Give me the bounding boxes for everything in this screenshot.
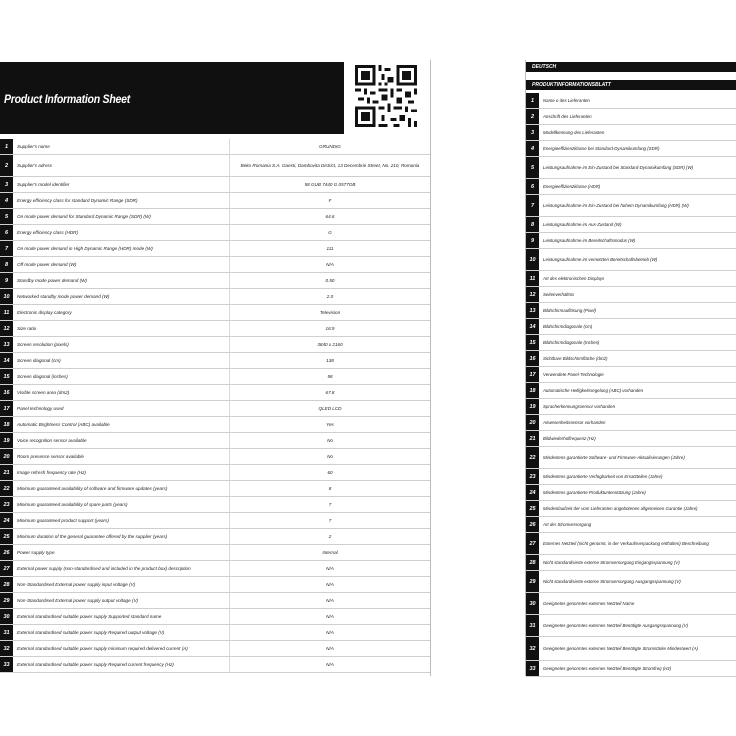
table-row <box>526 319 736 335</box>
table-row <box>526 249 736 271</box>
row-number: 1 <box>526 93 539 108</box>
row-number: 29 <box>0 593 13 608</box>
row-label: Leistungsaufnahme im Aus-Zustand (W) <box>543 221 622 227</box>
table-row <box>0 209 430 225</box>
row-number: 15 <box>526 335 539 350</box>
product-info-sheet-page-en <box>0 60 431 676</box>
row-label: External standardised suitable power supply minimum required delivered current (A) <box>17 646 188 651</box>
table-row <box>0 241 430 257</box>
row-value: N/A <box>229 593 430 608</box>
table-row <box>0 155 430 177</box>
row-label: Visible screen area (dm2) <box>17 390 70 395</box>
table-row <box>526 661 736 677</box>
row-label: Power supply type <box>17 550 55 555</box>
table-row <box>0 545 430 561</box>
row-number: 17 <box>526 367 539 382</box>
row-label: Name o des Lieferanten <box>543 97 590 103</box>
table-row <box>0 177 430 193</box>
table-row <box>0 449 430 465</box>
table-row <box>0 257 430 273</box>
row-value: 2 <box>229 529 430 544</box>
row-label: Automatic Brightness Control (ABC) available <box>17 422 110 427</box>
product-info-table <box>0 139 430 673</box>
row-label: Panel technology used <box>17 406 64 411</box>
table-row <box>0 481 430 497</box>
table-row <box>526 125 736 141</box>
row-number: 23 <box>0 497 13 512</box>
table-row <box>0 593 430 609</box>
table-row <box>526 469 736 485</box>
table-row <box>0 561 430 577</box>
table-row <box>526 233 736 249</box>
qr-code-icon <box>355 65 417 127</box>
row-number: 21 <box>526 431 539 446</box>
row-number: 25 <box>0 529 13 544</box>
row-label: Non-Standardised External power supply output voltage (V) <box>17 598 139 603</box>
row-label: Room presence sensor available <box>17 454 84 459</box>
row-label: Geeignetes genormtes externes Netzteil Benötigte Stromstärke Mindestwert (A) <box>543 645 698 651</box>
table-row <box>0 401 430 417</box>
row-value: N/A <box>229 641 430 656</box>
table-row <box>526 593 736 615</box>
row-label: Minimum duration of the general guarantee offered by the supplier (years) <box>17 534 168 539</box>
row-value: No <box>229 449 430 464</box>
row-label: Minimum guaranteed availability of software and firmware updates (years) <box>17 486 168 491</box>
row-number: 25 <box>526 501 539 516</box>
row-label: Voice recognition sensor available <box>17 438 87 443</box>
row-value: 16:9 <box>229 321 430 336</box>
table-row <box>0 433 430 449</box>
row-label: Nicht standardisierte externe Stromversorgung Ausgangsspannung (V) <box>543 578 681 584</box>
row-value: Television <box>229 305 430 320</box>
row-value: 111 <box>229 241 430 256</box>
row-value: Internal <box>229 545 430 560</box>
row-number: 29 <box>526 571 539 592</box>
row-label: Networked standby mode power demand (W) <box>17 294 110 299</box>
row-label: Automatische Helligkeitsregelung (ABC) vorhanden <box>543 387 644 393</box>
row-number: 13 <box>0 337 13 352</box>
row-value: 67.8 <box>229 385 430 400</box>
table-row <box>0 353 430 369</box>
table-row <box>526 141 736 157</box>
row-number: 31 <box>526 615 539 636</box>
row-label: Off mode power demand (W) <box>17 262 77 267</box>
row-label: Energieeffizienzklasse bei Standard-Dynamikumfang (SDR) <box>543 145 660 151</box>
row-value: GRUNDIG <box>229 139 430 154</box>
row-label: Bildschirmdiagonale (Inches) <box>543 339 600 345</box>
row-number: 8 <box>526 217 539 232</box>
table-row <box>526 195 736 217</box>
table-row <box>0 289 430 305</box>
row-number: 4 <box>0 193 13 208</box>
row-number: 31 <box>0 625 13 640</box>
row-number: 27 <box>526 533 539 554</box>
row-label: Modellkennung des Lieferanten <box>543 129 605 135</box>
row-label: Geeignetes genormtes externes Netzteil Benötigte Ausgangsspannung (V) <box>543 622 689 628</box>
row-value: 60 <box>229 465 430 480</box>
row-label: Mindestens garantierte Verfügbarkeit von Ersatzteilen (Jahre) <box>543 473 663 479</box>
row-label: Supplier's model identifier <box>17 182 70 187</box>
table-row <box>0 305 430 321</box>
row-value: N/A <box>229 657 430 672</box>
table-row <box>526 179 736 195</box>
table-row <box>526 615 736 637</box>
table-row <box>0 337 430 353</box>
row-number: 32 <box>0 641 13 656</box>
row-number: 7 <box>0 241 13 256</box>
row-label: Leistungsaufnahme im Bereitschaftsmodus (W) <box>543 237 636 243</box>
row-value: N/A <box>229 257 430 272</box>
row-number: 32 <box>526 637 539 660</box>
row-label: Energieeffizienzklasse (HDR) <box>543 183 601 189</box>
row-number: 23 <box>526 469 539 484</box>
row-label: External standardised suitable power supply Required current frequency (Hz) <box>17 662 174 667</box>
row-number: 5 <box>0 209 13 224</box>
row-label: Sichtbare Bildschirmfläche (dm2) <box>543 355 608 361</box>
table-row <box>0 465 430 481</box>
row-number: 6 <box>526 179 539 194</box>
row-number: 6 <box>0 225 13 240</box>
table-row <box>0 609 430 625</box>
row-label: On mode power demand for Standard Dynamic Range (SDR) (W) <box>17 214 151 219</box>
row-value: 0.50 <box>229 273 430 288</box>
row-label: Mindestens garantierte Software- und Firmware-Aktualisierungen (Jahre) <box>543 454 685 460</box>
row-value: 2.0 <box>229 289 430 304</box>
row-label: Bildschirmdiagonale (cm) <box>543 323 593 329</box>
table-row <box>526 399 736 415</box>
row-number: 5 <box>526 157 539 178</box>
row-label: Geeignetes genormtes externes Netzteil Benötigte Stromfreq (Hz) <box>543 665 672 671</box>
row-number: 1 <box>0 139 13 154</box>
table-row <box>526 447 736 469</box>
table-row <box>526 157 736 179</box>
row-label: Minimum guaranteed product support (years) <box>17 518 109 523</box>
row-label: Anwesenheitssensor vorhanden <box>543 419 606 425</box>
row-label: Energy efficiency class for standard Dynamic Range (SDR) <box>17 198 138 203</box>
row-number: 18 <box>526 383 539 398</box>
row-number: 7 <box>526 195 539 216</box>
row-label: Supplier's adress <box>17 163 53 168</box>
row-number: 18 <box>0 417 13 432</box>
row-value: N/A <box>229 625 430 640</box>
table-row <box>526 335 736 351</box>
language-header: DEUTSCH <box>526 62 736 72</box>
row-number: 4 <box>526 141 539 156</box>
row-number: 20 <box>0 449 13 464</box>
row-number: 13 <box>526 303 539 318</box>
row-value: N/A <box>229 577 430 592</box>
table-row <box>526 271 736 287</box>
row-number: 9 <box>0 273 13 288</box>
row-number: 28 <box>0 577 13 592</box>
row-label: Art der Stromversorgung <box>543 521 592 527</box>
row-number: 10 <box>526 249 539 270</box>
table-row <box>526 501 736 517</box>
table-row <box>526 287 736 303</box>
row-label: Anschrift des Lieferanten <box>543 113 592 119</box>
table-row <box>526 367 736 383</box>
row-label: External power supply (non-standardised and included in the product box) description <box>17 566 191 571</box>
row-number: 3 <box>0 177 13 192</box>
row-label: Leistungsaufnahme im Ein-Zustand bei hohem Dynamikumfang (HDR) (W) <box>543 202 689 208</box>
table-row <box>526 485 736 501</box>
row-number: 3 <box>526 125 539 140</box>
row-label: Standby mode power demand (W) <box>17 278 87 283</box>
row-label: Energy efficiency class (HDR) <box>17 230 79 235</box>
row-label: Nicht standardisierte externe Stromversorgung Eingangsspannung (V) <box>543 559 680 565</box>
row-label: Verwendete Panel-Technologie <box>543 371 604 377</box>
row-label: Size ratio <box>17 326 37 331</box>
row-label: Screen diagonal (inches) <box>17 374 68 379</box>
table-row <box>0 657 430 673</box>
table-row <box>0 225 430 241</box>
product-info-sheet-page-de <box>525 60 736 676</box>
row-number: 2 <box>526 109 539 124</box>
row-label: Minimum guaranteed availability of spare parts (years) <box>17 502 128 507</box>
row-number: 14 <box>526 319 539 334</box>
table-row <box>0 625 430 641</box>
row-label: Leistungsaufnahme im Ein-Zustand bei Standard-Dynamikumfang (SDR) (W) <box>543 164 694 170</box>
table-row <box>0 497 430 513</box>
row-number: 17 <box>0 401 13 416</box>
table-row <box>526 517 736 533</box>
row-value: Yes <box>229 417 430 432</box>
table-row <box>0 369 430 385</box>
row-label: External standardised suitable power supply Supported standard name <box>17 614 162 619</box>
table-row <box>526 303 736 319</box>
row-value: N/A <box>229 561 430 576</box>
row-number: 16 <box>526 351 539 366</box>
row-value: 8 <box>229 481 430 496</box>
row-label: Spracherkennungssensor vorhanden <box>543 403 616 409</box>
table-row <box>526 555 736 571</box>
table-row <box>526 637 736 661</box>
row-label: Mindestlaufzeit der vom Lieferanten angebotenen allgemeinen Garantie (Jahre) <box>543 505 698 511</box>
table-row <box>526 93 736 109</box>
row-label: Leistungsaufnahme im vernetzten Bereitschaftsbetrieb (W) <box>543 256 658 262</box>
row-number: 19 <box>526 399 539 414</box>
row-number: 8 <box>0 257 13 272</box>
row-value: 138 <box>229 353 430 368</box>
row-value: QLED LCD <box>229 401 430 416</box>
row-number: 33 <box>0 657 13 672</box>
row-label: Screen resolution (pixels) <box>17 342 69 347</box>
row-label: Geeignetes genormtes externes Netzteil Name <box>543 600 635 606</box>
row-value: F <box>229 193 430 208</box>
row-label: External standardised suitable power supply Required output voltage (V) <box>17 630 165 635</box>
row-value: Beko Romania S.A. Gaesti, Dambovita District, 13 Decembrie Street, No. 210, Romania <box>229 155 430 176</box>
row-label: Bildwiederholfrequenz (Hz) <box>543 435 596 441</box>
row-number: 14 <box>0 353 13 368</box>
row-number: 27 <box>0 561 13 576</box>
row-number: 12 <box>0 321 13 336</box>
row-value: No <box>229 433 430 448</box>
row-number: 19 <box>0 433 13 448</box>
row-number: 2 <box>0 155 13 176</box>
row-number: 15 <box>0 369 13 384</box>
table-row <box>526 415 736 431</box>
row-value: N/A <box>229 609 430 624</box>
row-number: 24 <box>526 485 539 500</box>
row-number: 22 <box>0 481 13 496</box>
row-label: Mindestens garantierte Produktunterstützung (Jahre) <box>543 489 646 495</box>
row-label: Art des elektronischen Displays <box>543 275 605 281</box>
row-number: 12 <box>526 287 539 302</box>
table-row <box>0 385 430 401</box>
row-number: 20 <box>526 415 539 430</box>
title-banner <box>0 62 344 134</box>
row-value: 3840 x 2160 <box>229 337 430 352</box>
row-value: 7 <box>229 497 430 512</box>
row-number: 16 <box>0 385 13 400</box>
row-label: Image refresh frequency rate (Hz) <box>17 470 86 475</box>
row-number: 10 <box>0 289 13 304</box>
row-value: 58 <box>229 369 430 384</box>
row-number: 28 <box>526 555 539 570</box>
row-value: 64.6 <box>229 209 430 224</box>
row-number: 9 <box>526 233 539 248</box>
table-row <box>0 529 430 545</box>
table-row <box>526 217 736 233</box>
table-row <box>526 533 736 555</box>
row-label: Bildschirmauflösung (Pixel) <box>543 307 596 313</box>
table-row <box>526 571 736 593</box>
table-row <box>526 431 736 447</box>
table-row <box>0 641 430 657</box>
table-row <box>526 109 736 125</box>
row-number: 11 <box>0 305 13 320</box>
row-number: 21 <box>0 465 13 480</box>
row-number: 22 <box>526 447 539 468</box>
row-label: Seitenverhältnis <box>543 291 575 297</box>
table-row <box>0 193 430 209</box>
table-row <box>0 417 430 433</box>
row-number: 24 <box>0 513 13 528</box>
table-row <box>0 139 430 155</box>
page-title: Product Information Sheet <box>4 92 131 106</box>
row-label: Supplier's name <box>17 144 50 149</box>
table-row <box>526 383 736 399</box>
table-row <box>0 513 430 529</box>
row-number: 26 <box>0 545 13 560</box>
row-number: 33 <box>526 661 539 676</box>
row-number: 26 <box>526 517 539 532</box>
row-label: On mode power demand in High Dynamic Range (HDR) mode (W) <box>17 246 153 251</box>
table-row <box>0 273 430 289</box>
product-info-table-de <box>526 93 736 677</box>
table-row <box>0 321 430 337</box>
table-row <box>526 351 736 367</box>
page-title-de: PRODUKTINFORMATIONSBLATT <box>526 80 736 90</box>
row-value: G <box>229 225 430 240</box>
row-value: 7 <box>229 513 430 528</box>
table-row <box>0 577 430 593</box>
row-number: 11 <box>526 271 539 286</box>
row-label: Externes Netzteil (nicht genormt, in der Verkaufsverpackung enthalten) Beschreibung <box>543 540 709 546</box>
row-label: Electronic display category <box>17 310 72 315</box>
row-label: Non-Standardised External power supply input voltage (V) <box>17 582 136 587</box>
row-number: 30 <box>0 609 13 624</box>
row-value: 58 GUB 7440 G 0577OB <box>229 177 430 192</box>
row-number: 30 <box>526 593 539 614</box>
row-label: Screen diagonal (cm) <box>17 358 61 363</box>
